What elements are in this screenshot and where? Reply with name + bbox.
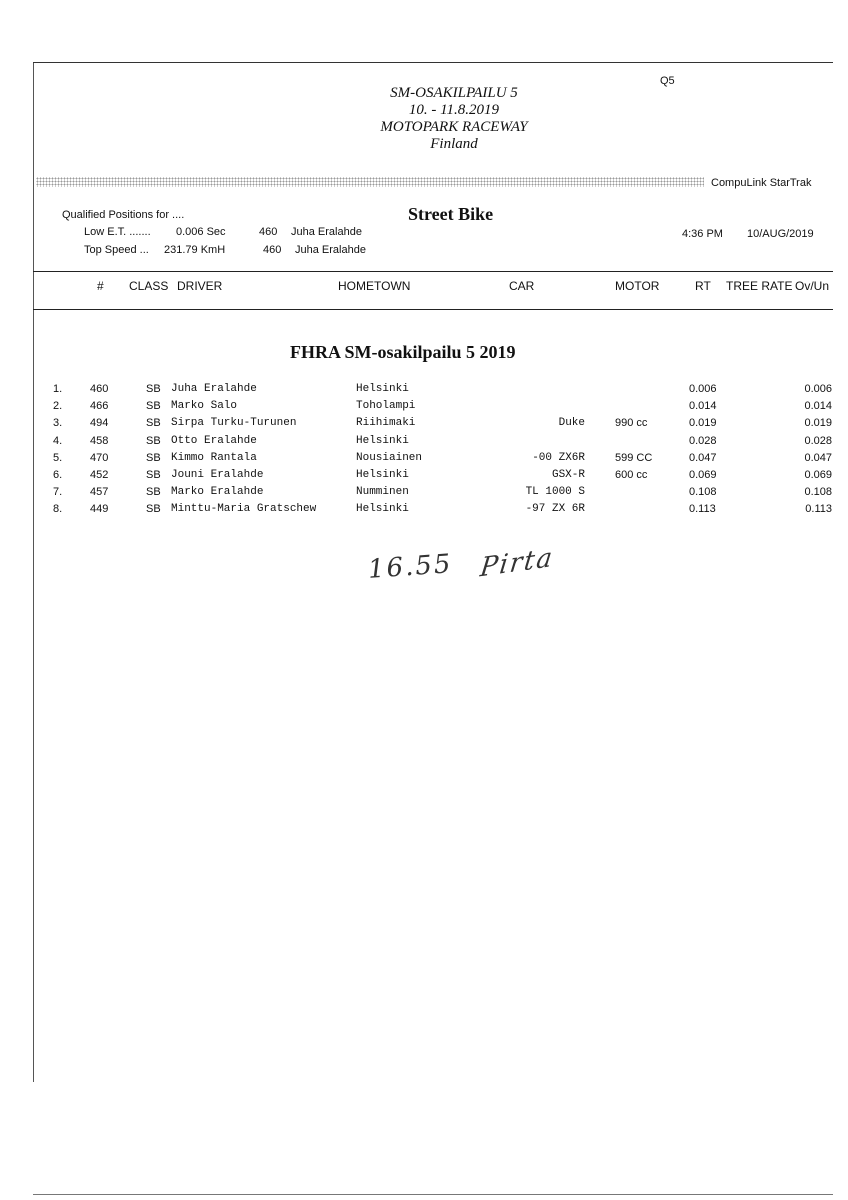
row-position: 6. xyxy=(53,469,63,481)
row-driver: Sirpa Turku-Turunen xyxy=(171,417,297,430)
row-ovun: 0.047 xyxy=(804,451,832,464)
row-number: 449 xyxy=(90,503,109,516)
row-number: 460 xyxy=(90,383,109,395)
row-rt: 0.108 xyxy=(689,486,717,499)
low-et-number: 460 xyxy=(259,226,278,238)
left-border-line xyxy=(33,62,34,1082)
row-rt: 0.113 xyxy=(689,503,716,516)
row-class: SB xyxy=(146,417,161,430)
row-position: 7. xyxy=(53,486,63,499)
row-hometown: Helsinki xyxy=(356,503,409,516)
row-hometown: Helsinki xyxy=(356,383,409,395)
row-motor: 990 cc xyxy=(615,417,648,430)
top-speed-value: 231.79 KmH xyxy=(164,244,226,256)
row-ovun: 0.069 xyxy=(804,469,832,481)
row-number: 452 xyxy=(90,469,109,481)
row-ovun: 0.108 xyxy=(804,486,832,499)
col-header-driver: DRIVER xyxy=(177,279,223,293)
report-time: 4:36 PM xyxy=(682,228,723,240)
row-driver: Marko Salo xyxy=(171,400,238,413)
row-class: SB xyxy=(146,434,161,447)
row-ovun: 0.019 xyxy=(804,417,832,430)
row-ovun: 0.006 xyxy=(804,383,832,395)
row-driver: Jouni Eralahde xyxy=(171,469,264,481)
low-et-value: 0.006 Sec xyxy=(176,226,226,238)
report-date: 10/AUG/2019 xyxy=(747,228,814,240)
col-header-motor: MOTOR xyxy=(615,279,660,293)
event-name: SM-OSAKILPAILU 5 xyxy=(390,85,518,101)
row-car: -00 ZX6R xyxy=(532,451,585,464)
row-driver: Otto Eralahde xyxy=(171,434,257,447)
row-position: 5. xyxy=(53,451,63,464)
row-position: 2. xyxy=(53,400,63,413)
event-country: Finland xyxy=(430,136,478,152)
qualified-label: Qualified Positions for .... xyxy=(62,209,185,221)
row-car: GSX-R xyxy=(551,469,585,481)
event-dates: 10. - 11.8.2019 xyxy=(408,102,500,118)
row-motor: 599 CC xyxy=(615,451,653,464)
row-driver: Marko Eralahde xyxy=(171,486,264,499)
row-driver: Minttu-Maria Gratschew xyxy=(171,503,317,516)
row-number: 457 xyxy=(90,486,109,499)
col-header-hometown: HOMETOWN xyxy=(338,279,411,293)
row-class: SB xyxy=(146,400,161,413)
row-number: 458 xyxy=(90,434,109,447)
column-header-top-line xyxy=(33,271,833,272)
row-number: 466 xyxy=(90,400,109,413)
row-position: 3. xyxy=(53,417,63,430)
row-class: SB xyxy=(146,451,161,464)
dotted-separator xyxy=(36,177,704,187)
col-header-class: CLASS xyxy=(129,279,169,293)
row-hometown: Toholampi xyxy=(356,400,416,413)
row-rt: 0.019 xyxy=(689,417,717,430)
top-speed-number: 460 xyxy=(263,244,282,256)
row-hometown: Helsinki xyxy=(356,434,409,447)
row-rt: 0.069 xyxy=(689,469,717,481)
row-hometown: Numminen xyxy=(356,486,409,499)
row-car: -97 ZX 6R xyxy=(525,503,585,516)
handwritten-signature: Pirta xyxy=(478,542,556,584)
row-ovun: 0.028 xyxy=(804,434,832,447)
row-position: 8. xyxy=(53,503,63,516)
row-motor: 600 cc xyxy=(615,469,648,481)
row-class: SB xyxy=(146,503,161,516)
row-rt: 0.047 xyxy=(689,451,717,464)
row-ovun: 0.014 xyxy=(804,400,832,413)
low-et-label: Low E.T. ....... xyxy=(84,226,151,238)
col-header-rt: RT xyxy=(695,279,711,293)
category-title: Street Bike xyxy=(408,204,494,224)
top-speed-label: Top Speed ... xyxy=(84,244,149,256)
row-driver: Juha Eralahde xyxy=(171,383,257,395)
page-code: Q5 xyxy=(660,75,675,87)
top-speed-driver: Juha Eralahde xyxy=(295,244,366,256)
section-title: FHRA SM-osakilpailu 5 2019 xyxy=(290,342,516,362)
row-hometown: Nousiainen xyxy=(356,451,423,464)
row-hometown: Riihimaki xyxy=(356,417,416,430)
low-et-driver: Juha Eralahde xyxy=(291,226,362,238)
row-class: SB xyxy=(146,486,161,499)
row-position: 4. xyxy=(53,434,63,447)
col-header-car: CAR xyxy=(509,279,535,293)
row-car: Duke xyxy=(558,417,585,430)
column-header-bottom-line xyxy=(33,309,833,310)
bottom-page-line xyxy=(33,1194,833,1195)
top-border-line xyxy=(33,62,833,63)
row-class: SB xyxy=(146,469,161,481)
handwritten-time: 16.55 xyxy=(367,549,454,585)
row-rt: 0.014 xyxy=(689,400,717,413)
col-header-number: # xyxy=(97,279,104,293)
event-venue: MOTOPARK RACEWAY xyxy=(380,119,528,135)
row-number: 470 xyxy=(90,451,109,464)
col-header-ovun: Ov/Un xyxy=(795,279,830,293)
row-rt: 0.006 xyxy=(689,383,717,395)
row-class: SB xyxy=(146,383,161,395)
row-position: 1. xyxy=(53,383,63,395)
col-header-tree-rate: TREE RATE xyxy=(726,279,793,293)
row-number: 494 xyxy=(90,417,109,430)
row-hometown: Helsinki xyxy=(356,469,409,481)
row-ovun: 0.113 xyxy=(805,503,832,516)
row-driver: Kimmo Rantala xyxy=(171,451,257,464)
row-rt: 0.028 xyxy=(689,434,717,447)
brand-label: CompuLink StarTrak xyxy=(711,177,812,189)
row-car: TL 1000 S xyxy=(525,486,585,499)
